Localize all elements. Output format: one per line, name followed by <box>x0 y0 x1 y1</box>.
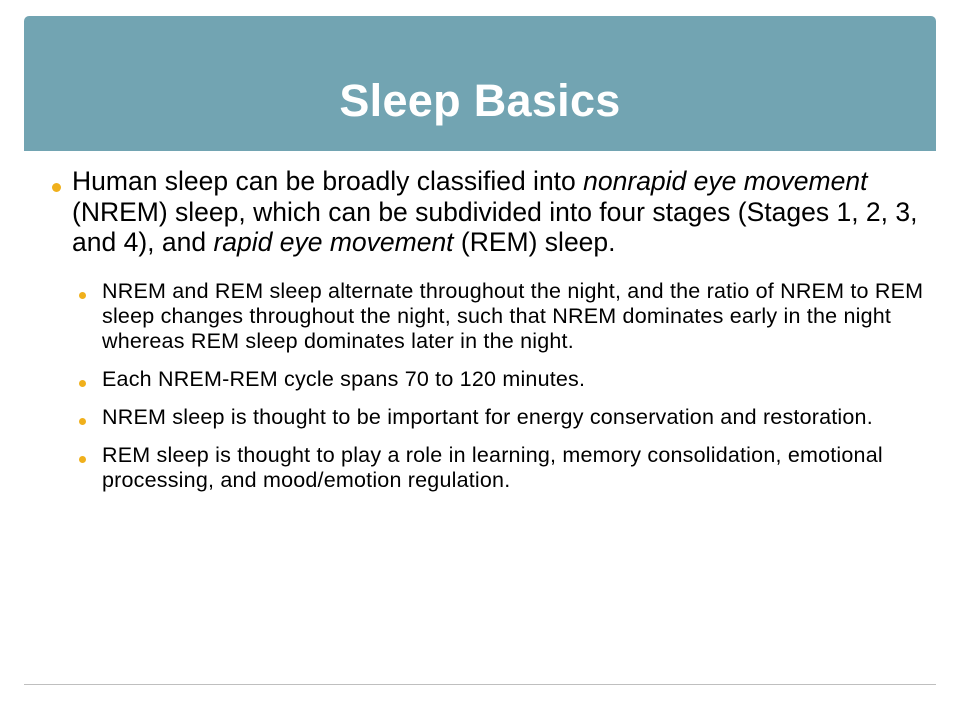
main-bullet <box>46 166 926 258</box>
bullet-dot-icon <box>79 380 86 387</box>
bullet-dot-icon <box>79 456 86 463</box>
main-bullet-text-2: (NREM) sleep, which can be subdivided into four stages (Stages 1, 2, 3, and 4), and <box>72 196 918 257</box>
sub-bullet-text: NREM sleep is thought to be important for energy conservation and restoration. <box>102 404 873 429</box>
main-bullet-term-rem: rapid eye movement <box>213 227 454 257</box>
bullet-dot-icon <box>52 183 61 192</box>
sub-bullet-list <box>46 279 926 493</box>
sub-bullet <box>46 405 926 430</box>
sub-bullet <box>46 443 926 493</box>
slide-content <box>46 166 926 506</box>
slide-title: Sleep Basics <box>339 75 621 126</box>
bottom-divider <box>24 684 936 685</box>
sub-bullet <box>46 367 926 392</box>
bullet-dot-icon <box>79 292 86 299</box>
sub-bullet-text: NREM and REM sleep alternate throughout the night, and the ratio of NREM to REM sleep changes throughout the night, such that NREM dominates early in the night whereas REM sleep dominates later in the night. <box>102 278 924 353</box>
bullet-dot-icon <box>79 418 86 425</box>
main-bullet-text-3: (REM) sleep. <box>453 227 616 257</box>
sub-bullet <box>46 279 926 354</box>
main-bullet-term-nrem: nonrapid eye movement <box>583 166 868 196</box>
main-bullet-text-1: Human sleep can be broadly classified into <box>72 166 584 196</box>
sub-bullet-text: Each NREM-REM cycle spans 70 to 120 minutes. <box>102 366 586 391</box>
title-bar <box>24 16 936 151</box>
sub-bullet-text: REM sleep is thought to play a role in learning, memory consolidation, emotional processing, and mood/emotion regulation. <box>102 442 883 492</box>
